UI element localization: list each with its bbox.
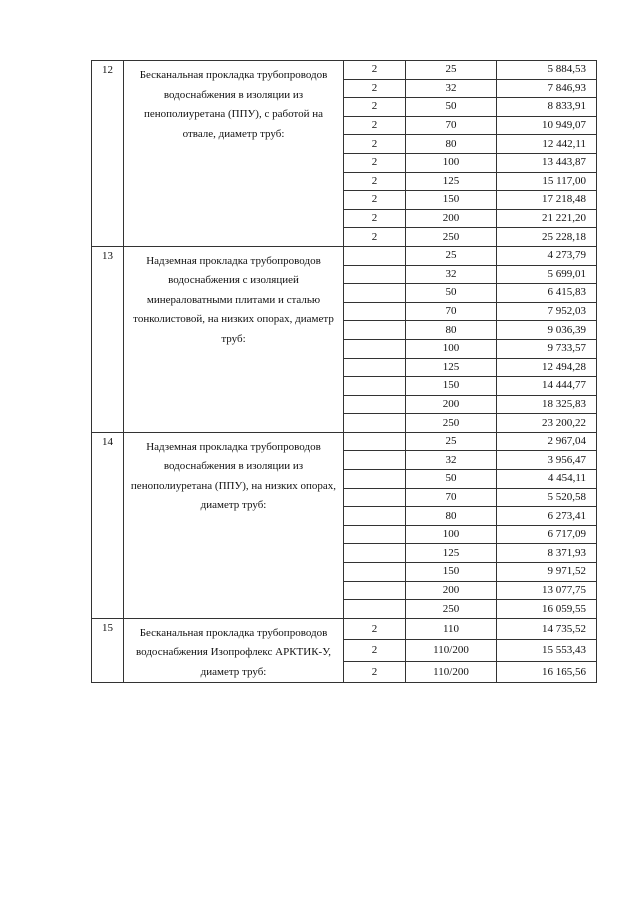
pipe-count-cell xyxy=(344,451,406,470)
price-cell: 16 059,55 xyxy=(497,600,597,619)
pipe-count-cell xyxy=(344,321,406,340)
price-cell: 8 833,91 xyxy=(497,98,597,117)
diameter-cell: 50 xyxy=(406,284,497,303)
item-description: Надземная прокладка трубопроводов водоснабжения в изоляции из пенополиуретана (ППУ), на низких опорах, диаметр труб: xyxy=(124,432,344,618)
pipe-count-cell: 2 xyxy=(344,640,406,662)
price-cell: 5 520,58 xyxy=(497,488,597,507)
diameter-cell: 200 xyxy=(406,581,497,600)
pipe-count-cell: 2 xyxy=(344,153,406,172)
pipe-count-cell xyxy=(344,581,406,600)
pipe-count-cell xyxy=(344,284,406,303)
price-table xyxy=(91,60,597,683)
diameter-cell: 70 xyxy=(406,488,497,507)
price-cell: 13 443,87 xyxy=(497,153,597,172)
price-cell: 4 454,11 xyxy=(497,470,597,489)
item-number: 13 xyxy=(92,246,124,432)
price-cell: 16 165,56 xyxy=(497,661,597,683)
pipe-count-cell xyxy=(344,302,406,321)
price-cell: 2 967,04 xyxy=(497,432,597,451)
price-cell: 6 415,83 xyxy=(497,284,597,303)
diameter-cell: 32 xyxy=(406,451,497,470)
diameter-cell: 70 xyxy=(406,116,497,135)
pipe-count-cell: 2 xyxy=(344,661,406,683)
price-cell: 14 444,77 xyxy=(497,377,597,396)
diameter-cell: 150 xyxy=(406,377,497,396)
pipe-count-cell xyxy=(344,544,406,563)
pipe-count-cell: 2 xyxy=(344,191,406,210)
pipe-count-cell: 2 xyxy=(344,135,406,154)
pipe-count-cell: 2 xyxy=(344,79,406,98)
diameter-cell: 250 xyxy=(406,600,497,619)
price-cell: 3 956,47 xyxy=(497,451,597,470)
price-cell: 15 553,43 xyxy=(497,640,597,662)
diameter-cell: 25 xyxy=(406,246,497,265)
price-cell: 21 221,20 xyxy=(497,209,597,228)
price-cell: 7 952,03 xyxy=(497,302,597,321)
diameter-cell: 150 xyxy=(406,191,497,210)
pipe-count-cell xyxy=(344,246,406,265)
price-cell: 18 325,83 xyxy=(497,395,597,414)
price-table-body xyxy=(92,61,597,683)
pipe-count-cell xyxy=(344,563,406,582)
diameter-cell: 125 xyxy=(406,544,497,563)
price-cell: 9 971,52 xyxy=(497,563,597,582)
pipe-count-cell: 2 xyxy=(344,172,406,191)
diameter-cell: 250 xyxy=(406,414,497,433)
diameter-cell: 125 xyxy=(406,172,497,191)
pipe-count-cell xyxy=(344,600,406,619)
diameter-cell: 125 xyxy=(406,358,497,377)
table-row xyxy=(92,246,597,265)
diameter-cell: 80 xyxy=(406,507,497,526)
diameter-cell: 32 xyxy=(406,79,497,98)
pipe-count-cell xyxy=(344,414,406,433)
price-cell: 6 273,41 xyxy=(497,507,597,526)
price-cell: 14 735,52 xyxy=(497,618,597,640)
diameter-cell: 110 xyxy=(406,618,497,640)
diameter-cell: 100 xyxy=(406,339,497,358)
pipe-count-cell: 2 xyxy=(344,98,406,117)
price-cell: 9 733,57 xyxy=(497,339,597,358)
item-description: Надземная прокладка трубопроводов водоснабжения с изоляцией минераловатными плитами и сталью тонколистовой, на низких опорах, диаметр труб: xyxy=(124,246,344,432)
diameter-cell: 100 xyxy=(406,525,497,544)
diameter-cell: 25 xyxy=(406,432,497,451)
diameter-cell: 32 xyxy=(406,265,497,284)
diameter-cell: 100 xyxy=(406,153,497,172)
pipe-count-cell: 2 xyxy=(344,116,406,135)
pipe-count-cell xyxy=(344,377,406,396)
diameter-cell: 25 xyxy=(406,61,497,80)
pipe-count-cell xyxy=(344,470,406,489)
pipe-count-cell xyxy=(344,265,406,284)
diameter-cell: 110/200 xyxy=(406,661,497,683)
pipe-count-cell: 2 xyxy=(344,209,406,228)
diameter-cell: 50 xyxy=(406,98,497,117)
pipe-count-cell xyxy=(344,432,406,451)
price-cell: 9 036,39 xyxy=(497,321,597,340)
pipe-count-cell: 2 xyxy=(344,228,406,247)
diameter-cell: 200 xyxy=(406,395,497,414)
price-cell: 12 442,11 xyxy=(497,135,597,154)
diameter-cell: 80 xyxy=(406,321,497,340)
item-number: 15 xyxy=(92,618,124,683)
price-cell: 23 200,22 xyxy=(497,414,597,433)
price-cell: 5 884,53 xyxy=(497,61,597,80)
price-cell: 8 371,93 xyxy=(497,544,597,563)
price-cell: 25 228,18 xyxy=(497,228,597,247)
diameter-cell: 110/200 xyxy=(406,640,497,662)
pipe-count-cell xyxy=(344,395,406,414)
table-row xyxy=(92,61,597,80)
price-cell: 17 218,48 xyxy=(497,191,597,210)
price-cell: 12 494,28 xyxy=(497,358,597,377)
diameter-cell: 200 xyxy=(406,209,497,228)
pipe-count-cell xyxy=(344,339,406,358)
diameter-cell: 70 xyxy=(406,302,497,321)
item-description: Бесканальная прокладка трубопроводов водоснабжения Изопрофлекс АРКТИК-У, диаметр труб: xyxy=(124,618,344,683)
price-cell: 15 117,00 xyxy=(497,172,597,191)
pipe-count-cell xyxy=(344,507,406,526)
diameter-cell: 50 xyxy=(406,470,497,489)
price-cell: 6 717,09 xyxy=(497,525,597,544)
table-row xyxy=(92,618,597,640)
diameter-cell: 150 xyxy=(406,563,497,582)
item-description: Бесканальная прокладка трубопроводов водоснабжения в изоляции из пенополиуретана (ППУ), с работой на отвале, диаметр труб: xyxy=(124,61,344,247)
pipe-count-cell xyxy=(344,525,406,544)
diameter-cell: 250 xyxy=(406,228,497,247)
price-cell: 10 949,07 xyxy=(497,116,597,135)
price-cell: 13 077,75 xyxy=(497,581,597,600)
diameter-cell: 80 xyxy=(406,135,497,154)
item-number: 12 xyxy=(92,61,124,247)
item-number: 14 xyxy=(92,432,124,618)
price-cell: 5 699,01 xyxy=(497,265,597,284)
pipe-count-cell xyxy=(344,358,406,377)
pipe-count-cell: 2 xyxy=(344,618,406,640)
table-row xyxy=(92,432,597,451)
price-cell: 7 846,93 xyxy=(497,79,597,98)
price-cell: 4 273,79 xyxy=(497,246,597,265)
pipe-count-cell: 2 xyxy=(344,61,406,80)
pipe-count-cell xyxy=(344,488,406,507)
